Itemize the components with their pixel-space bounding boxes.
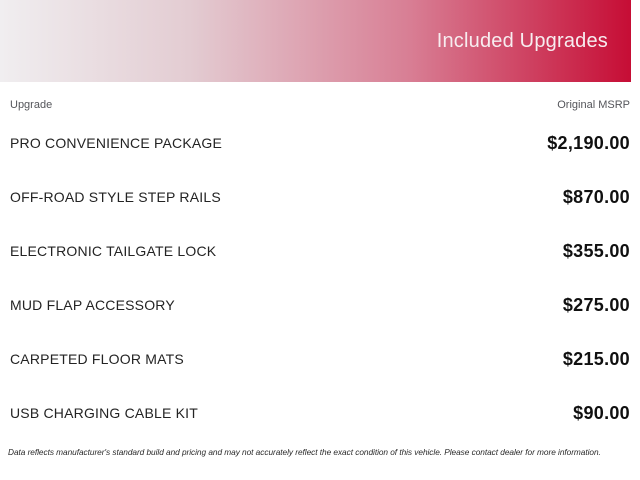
- upgrades-list: [10, 116, 630, 440]
- table-row: [10, 170, 630, 224]
- upgrade-price: $275.00: [562, 294, 630, 315]
- upgrade-name: PRO CONVENIENCE PACKAGE: [10, 135, 223, 151]
- column-header-upgrade: Upgrade: [10, 99, 53, 111]
- banner-title: Included Upgrades: [436, 29, 608, 52]
- column-header-original-msrp: Original MSRP: [557, 99, 630, 111]
- upgrade-name: CARPETED FLOOR MATS: [10, 351, 184, 367]
- table-header-row: [10, 98, 630, 112]
- upgrade-price: $870.00: [562, 186, 630, 207]
- upgrade-name: ELECTRONIC TAILGATE LOCK: [10, 243, 217, 259]
- upgrade-name: MUD FLAP ACCESSORY: [10, 297, 175, 313]
- upgrade-price: $215.00: [562, 348, 630, 369]
- table-row: [10, 386, 630, 440]
- upgrade-price: $355.00: [562, 240, 630, 261]
- table-row: [10, 278, 630, 332]
- table-row: [10, 224, 630, 278]
- included-upgrades-banner: [0, 0, 631, 82]
- upgrades-table: [0, 98, 640, 457]
- table-row: [10, 332, 630, 386]
- upgrade-price: $2,190.00: [547, 132, 630, 153]
- upgrade-name: OFF-ROAD STYLE STEP RAILS: [10, 189, 221, 205]
- disclaimer-text: Data reflects manufacturer's standard build and pricing and may not accurately reflect the exact condition of this vehicle. Please contact dealer for more information.: [8, 447, 601, 457]
- table-row: [10, 116, 630, 170]
- upgrade-price: $90.00: [573, 402, 630, 423]
- upgrade-name: USB CHARGING CABLE KIT: [10, 405, 198, 421]
